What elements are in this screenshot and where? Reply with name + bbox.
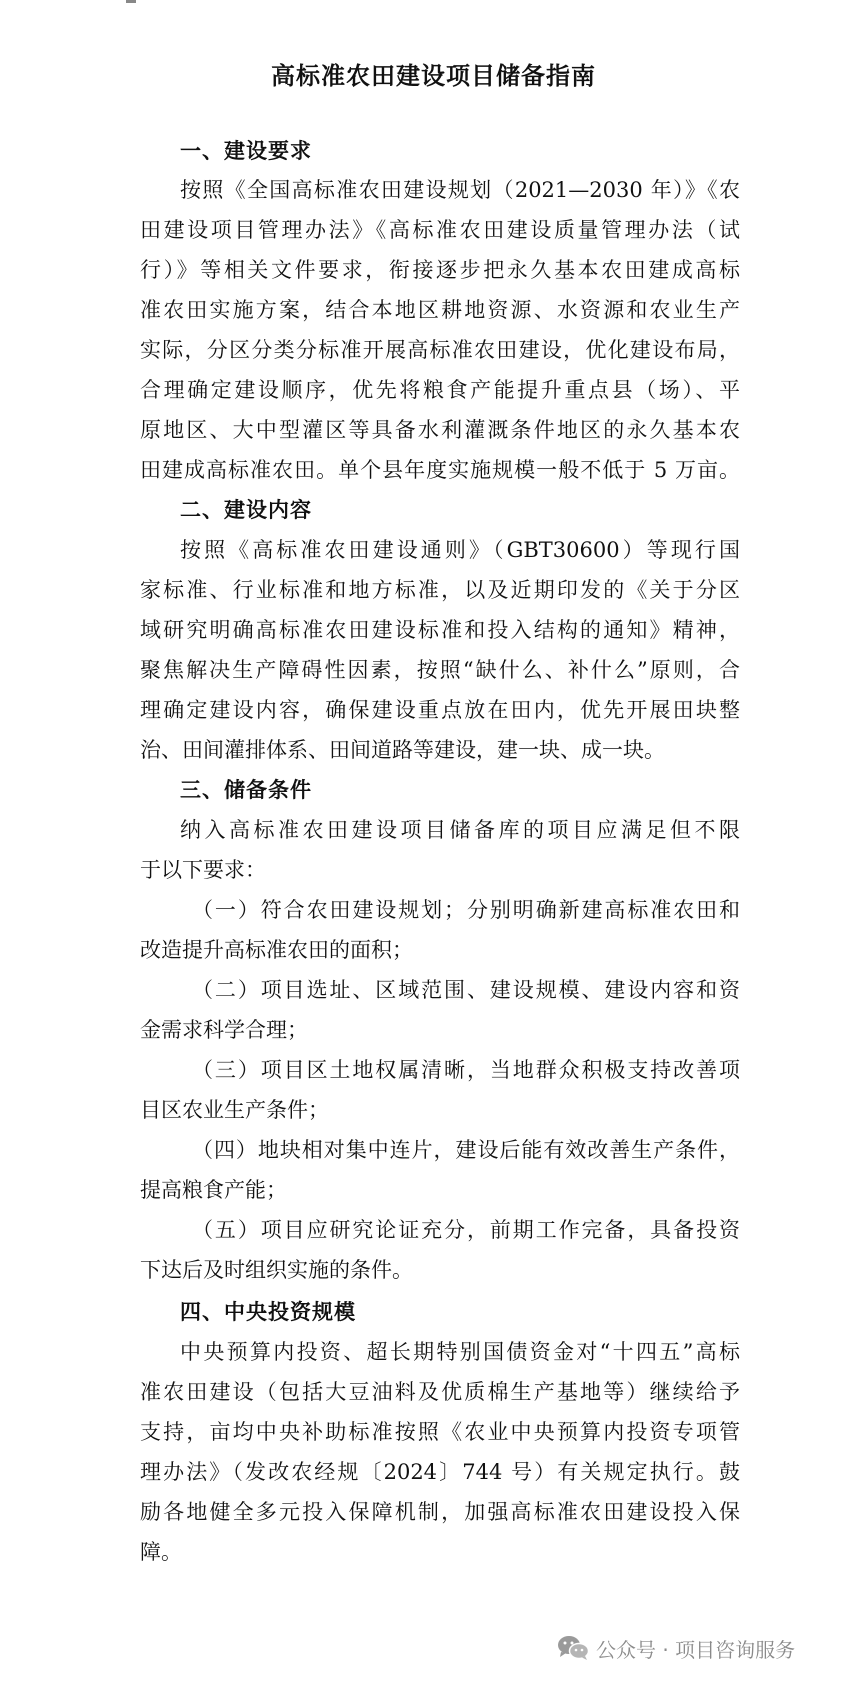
section-heading-3: 三、储备条件 (180, 778, 312, 802)
section-2-line: 理确定建设内容，确保建设重点放在田内，优先开展田块整 (140, 698, 740, 722)
section-heading-1: 一、建设要求 (180, 139, 312, 163)
top-edge-mark (126, 0, 136, 3)
section-3-line: 提高粮食产能； (140, 1178, 287, 1202)
wechat-icon (556, 1634, 590, 1662)
section-3-line: 改造提升高标准农田的面积； (140, 938, 413, 962)
section-heading-2: 二、建设内容 (180, 498, 312, 522)
section-4-line: 中央预算内投资、超长期特别国债资金对“十四五”高标 (180, 1340, 740, 1364)
section-2-line: 家标准、行业标准和地方标准，以及近期印发的《关于分区 (140, 578, 740, 602)
section-1-line: 准农田实施方案，结合本地区耕地资源、水资源和农业生产 (140, 298, 740, 322)
section-3-item: （三）项目区土地权属清晰，当地群众积极支持改善项 (192, 1058, 740, 1082)
section-3-item: （四）地块相对集中连片，建设后能有效改善生产条件， (192, 1138, 740, 1162)
section-4-line: 障。 (140, 1540, 182, 1564)
section-1-line: 按照《全国高标准农田建设规划（2021—2030 年）》《农 (180, 178, 740, 202)
section-1-line: 行）》等相关文件要求，衔接逐步把永久基本农田建成高标 (140, 258, 740, 282)
section-2-line: 聚焦解决生产障碍性因素，按照“缺什么、补什么”原则，合 (140, 658, 740, 682)
section-1-line: 田建设项目管理办法》《高标准农田建设质量管理办法（试 (140, 218, 740, 242)
section-1-line: 实际，分区分类分标准开展高标准农田建设，优化建设布局， (140, 338, 740, 362)
section-3-line: 下达后及时组织实施的条件。 (140, 1258, 413, 1282)
wechat-watermark (556, 1633, 795, 1663)
section-1-line: 田建成高标准农田。单个县年度实施规模一般不低于 5 万亩。 (140, 458, 740, 482)
section-4-line: 支持，亩均中央补助标准按照《农业中央预算内投资专项管 (140, 1420, 740, 1444)
section-3-item: （二）项目选址、区域范围、建设规模、建设内容和资 (192, 978, 740, 1002)
section-heading-4: 四、中央投资规模 (180, 1300, 356, 1324)
watermark-text: 公众号 · 项目咨询服务 (596, 1637, 796, 1662)
section-4-line: 准农田建设（包括大豆油料及优质棉生产基地等）继续给予 (140, 1380, 740, 1404)
section-4-line: 励各地健全多元投入保障机制，加强高标准农田建设投入保 (140, 1500, 740, 1524)
section-1-line: 原地区、大中型灌区等具备水利灌溉条件地区的永久基本农 (140, 418, 740, 442)
section-1-line: 合理确定建设顺序，优先将粮食产能提升重点县（场）、平 (140, 378, 740, 402)
section-3-item: （五）项目应研究论证充分，前期工作完备，具备投资 (192, 1218, 740, 1242)
section-2-line: 域研究明确高标准农田建设标准和投入结构的通知》精神， (140, 618, 740, 642)
section-2-line: 按照《高标准农田建设通则》（GBT30600）等现行国 (180, 538, 740, 562)
section-4-line: 理办法》（发改农经规〔2024〕744 号）有关规定执行。鼓 (140, 1460, 740, 1484)
document-title: 高标准农田建设项目储备指南 (271, 62, 596, 90)
section-3-line: 于以下要求： (140, 858, 266, 882)
section-3-item: （一）符合农田建设规划；分别明确新建高标准农田和 (192, 898, 740, 922)
section-3-line: 纳入高标准农田建设项目储备库的项目应满足但不限 (180, 818, 740, 842)
section-3-line: 金需求科学合理； (140, 1018, 308, 1042)
section-2-line: 治、田间灌排体系、田间道路等建设，建一块、成一块。 (140, 738, 665, 762)
section-3-line: 目区农业生产条件； (140, 1098, 329, 1122)
